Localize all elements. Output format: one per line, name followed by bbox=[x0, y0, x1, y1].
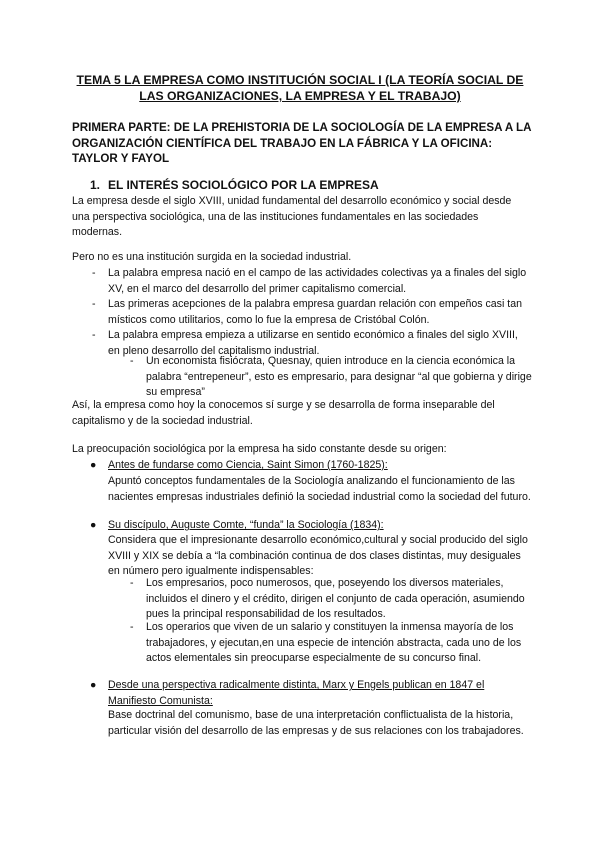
section-heading bbox=[90, 178, 379, 193]
dash-marker: - bbox=[130, 621, 134, 633]
bullet-heading: Su discípulo, Auguste Comte, “funda” la Sociología (1834): bbox=[108, 519, 384, 531]
bullet-body: Apuntó conceptos fundamentales de la Sociología analizando el funcionamiento de las nacientes empresas industriales definió la sociedad industrial como la sociedad del futuro. bbox=[108, 475, 531, 503]
bullet-heading: Desde una perspectiva radicalmente distinta, Marx y Engels publican en 1847 el Manifiesto Comunista: bbox=[108, 679, 485, 707]
bullet-body: Considera que el impresionante desarrollo económico,cultural y social producido del siglo XVIII y XIX se debía a “la combinación continua de dos clases distintas, muy desiguales en número pero igualmente indispensables: bbox=[108, 534, 528, 578]
dash-marker: - bbox=[92, 298, 96, 310]
intro-paragraph: La empresa desde el siglo XVIII, unidad fundamental del desarrollo económico y social desde una perspectiva sociológica, una de las instituciones fundamentales en las sociedades modernas. bbox=[72, 195, 512, 239]
bullet-dot: ● bbox=[90, 519, 97, 531]
dash-marker: - bbox=[92, 329, 96, 341]
preocupacion-paragraph: La preocupación sociológica por la empresa ha sido constante desde su origen: bbox=[72, 443, 447, 455]
sub-list-item: Los empresarios, poco numerosos, que, poseyendo los diversos materiales, incluidos el dinero y el crédito, dirigen el conjunto de cada operación, asumiendo pues la principal responsabilidad de los resultados. bbox=[146, 577, 525, 621]
list-item: La palabra empresa nació en el campo de las actividades colectivas ya a finales del siglo XV, en el marco del desarrollo del primer capitalismo comercial. bbox=[108, 267, 527, 295]
section-number: 1. bbox=[90, 178, 101, 192]
dash-marker: - bbox=[130, 577, 134, 589]
bullet-heading: Antes de fundarse como Ciencia, Saint Simon (1760-1825): bbox=[108, 459, 388, 471]
section-title: EL INTERÉS SOCIOLÓGICO POR LA EMPRESA bbox=[108, 178, 379, 192]
bullet-body: Base doctrinal del comunismo, base de una interpretación conflictualista de la historia, particular visión del desarrollo de las empresas y de sus relaciones con los trabajadores. bbox=[108, 709, 524, 737]
list-item: La palabra empresa empieza a utilizarse en sentido económico a finales del siglo XVIII, en pleno desarrollo del capitalismo industrial. bbox=[108, 329, 518, 357]
asi-paragraph: Así, la empresa como hoy la conocemos sí surge y se desarrolla de forma inseparable del capitalismo y de la sociedad industrial. bbox=[72, 399, 495, 427]
part-heading: PRIMERA PARTE: DE LA PREHISTORIA DE LA SOCIOLOGÍA DE LA EMPRESA A LA ORGANIZACIÓN CIENTÍFICA DEL TRABAJO EN LA FÁBRICA Y LA OFICINA: TAYLOR Y FAYOL bbox=[72, 121, 532, 165]
bullet-dot: ● bbox=[90, 459, 97, 471]
document-title: TEMA 5 LA EMPRESA COMO INSTITUCIÓN SOCIAL I (LA TEORÍA SOCIAL DE LAS ORGANIZACIONES, LA EMPRESA Y EL TRABAJO) bbox=[76, 73, 524, 103]
list-item: Las primeras acepciones de la palabra empresa guardan relación con empeños casi tan místicos como utilitarios, como lo fue la empresa de Cristóbal Colón. bbox=[108, 298, 522, 326]
sub-list-item: Un economista fisiócrata, Quesnay, quien introduce en la ciencia económica la palabra “entrepeneur”, esto es empresario, para designar “al que gobierna y dirige su empresa” bbox=[146, 355, 532, 399]
dash-marker: - bbox=[92, 267, 96, 279]
dash-marker: - bbox=[130, 355, 134, 367]
bullet-dot: ● bbox=[90, 679, 97, 691]
sub-list-item: Los operarios que viven de un salario y constituyen la inmensa mayoría de los trabajadores, y ejecutan,en una especie de intención abstracta, cada uno de los actos elementales sin preocuparse especialmente de su concurso final. bbox=[146, 621, 522, 665]
pero-paragraph: Pero no es una institución surgida en la sociedad industrial. bbox=[72, 251, 352, 263]
